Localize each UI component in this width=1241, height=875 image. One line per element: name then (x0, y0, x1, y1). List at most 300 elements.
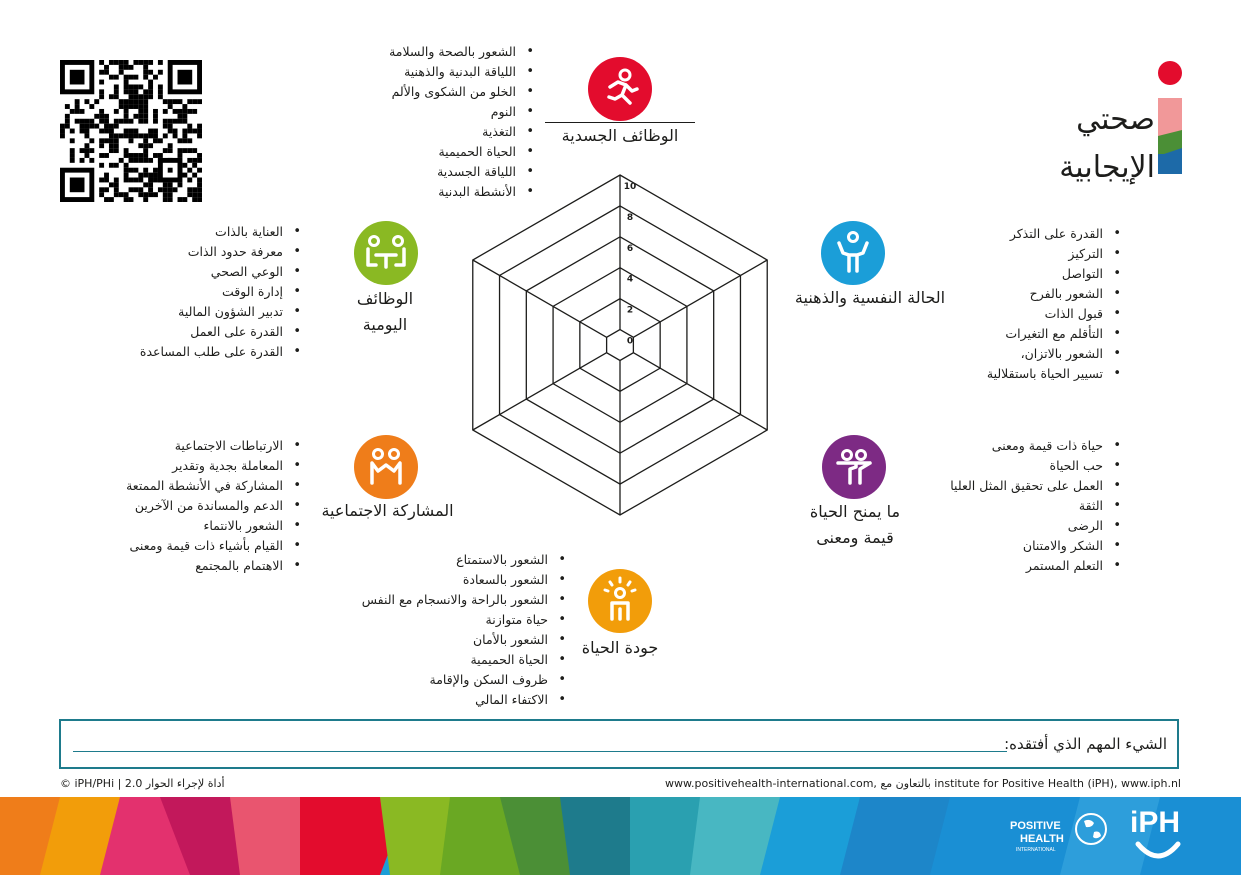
bodily-item: • الأنشطة البدنية (389, 182, 534, 202)
qr-module (104, 70, 109, 75)
qr-module (143, 114, 148, 119)
bodily-item: • الشعور بالصحة والسلامة (389, 42, 534, 62)
qr-module (187, 99, 192, 104)
social-item: • القيام بأشياء ذات قيمة ومعنى (126, 536, 301, 556)
qr-module (182, 173, 187, 178)
qr-module (138, 114, 143, 119)
qr-module (163, 99, 168, 104)
qr-module (187, 124, 192, 129)
qr-module (124, 163, 129, 168)
qr-module (133, 187, 138, 192)
qr-module (158, 153, 163, 158)
qr-module (129, 129, 134, 134)
people-connected-icon (354, 435, 418, 499)
qr-module (114, 187, 119, 192)
spider-axis (473, 260, 607, 337)
qr-module (114, 119, 119, 124)
qr-module (89, 138, 94, 143)
qr-module (143, 133, 148, 138)
qr-module (99, 114, 104, 119)
meaningfulness-label (790, 499, 920, 551)
qr-module (168, 187, 173, 192)
qr-module (168, 192, 173, 197)
qr-module (129, 138, 134, 143)
qr-code (60, 60, 202, 202)
qr-module (124, 197, 129, 202)
meaning-item: • الثقة (950, 496, 1121, 516)
qr-module (129, 65, 134, 70)
qr-module (119, 133, 124, 138)
qr-module (168, 197, 173, 202)
qr-module (129, 168, 134, 173)
qr-module (99, 119, 104, 124)
mental-item: • قبول الذات (987, 304, 1121, 324)
qr-module (70, 129, 75, 134)
qr-module (178, 153, 183, 158)
qr-module (187, 178, 192, 183)
qr-module (163, 187, 168, 192)
qr-module (143, 104, 148, 109)
qr-module (143, 70, 148, 75)
social-item: • المشاركة في الأنشطة الممتعة (126, 476, 301, 496)
qr-module (178, 148, 183, 153)
qr-module (94, 99, 99, 104)
qr-module (70, 178, 85, 193)
qr-module (182, 114, 187, 119)
mental-item: • التركيز (987, 244, 1121, 264)
daily-item: • القدرة على العمل (140, 322, 301, 342)
qr-module (163, 182, 168, 187)
qr-module (129, 75, 134, 80)
qr-module (124, 148, 129, 153)
qr-module (133, 153, 138, 158)
qr-module (168, 119, 173, 124)
qr-module (129, 197, 134, 202)
qr-module (138, 192, 143, 197)
qr-module (119, 99, 124, 104)
qr-module (124, 178, 129, 183)
qr-module (197, 133, 202, 138)
qr-module (143, 168, 148, 173)
qr-module (197, 153, 202, 158)
qr-module (99, 138, 104, 143)
qr-module (158, 60, 163, 65)
social-participation-icon-circle (354, 435, 418, 499)
qr-module (143, 173, 148, 178)
qr-module (84, 129, 89, 134)
radiant-person-icon (588, 569, 652, 633)
qr-module (104, 119, 109, 124)
qr-module (104, 138, 109, 143)
qr-module (173, 187, 178, 192)
qr-module (114, 84, 119, 89)
qr-module (124, 119, 129, 124)
qr-module (84, 143, 89, 148)
footer-copyright: © iPH/PHi | أداة لإجراء الحوار 2.0 (60, 777, 225, 790)
qr-module (148, 84, 153, 89)
qr-module (163, 119, 168, 124)
meaning-item: • الشكر والامتنان (950, 536, 1121, 556)
qr-module (99, 178, 104, 183)
qr-module (143, 192, 148, 197)
quality-item: • الشعور بالاستمتاع (362, 550, 566, 570)
qr-module (192, 148, 197, 153)
bodily-item: • الخلو من الشكوى والألم (389, 82, 534, 102)
spider-tick-label: 8 (626, 212, 634, 223)
qr-module (99, 163, 104, 168)
qr-module (138, 158, 143, 163)
qr-module (138, 109, 143, 114)
qr-module (138, 143, 143, 148)
qr-module (89, 119, 94, 124)
qr-module (124, 114, 129, 119)
qr-module (143, 148, 148, 153)
qr-module (119, 119, 124, 124)
meaningfulness-label-line1: ما يمنح الحياة (809, 502, 901, 521)
qr-module (163, 133, 168, 138)
qr-module (119, 192, 124, 197)
social-item: • المعاملة بجدية وتقدير (126, 456, 301, 476)
spider-axis (473, 353, 607, 430)
qr-module (104, 187, 109, 192)
qr-module (148, 143, 153, 148)
quality-item: • الشعور بالسعادة (362, 570, 566, 590)
qr-module (168, 104, 173, 109)
qr-module (109, 138, 114, 143)
qr-module (138, 153, 143, 158)
qr-module (178, 119, 183, 124)
qr-module (129, 187, 134, 192)
qr-module (153, 138, 158, 143)
qr-module (182, 104, 187, 109)
qr-module (143, 143, 148, 148)
mental-item: • القدرة على التذكر (987, 224, 1121, 244)
qr-module (148, 182, 153, 187)
qr-module (153, 192, 158, 197)
qr-module (124, 80, 129, 85)
quality-of-life-list (362, 550, 566, 710)
daily-functioning-list (140, 222, 301, 362)
qr-module (138, 84, 143, 89)
qr-module (99, 70, 104, 75)
qr-module (104, 153, 109, 158)
meaningfulness-icon-circle (822, 435, 886, 499)
qr-module (143, 119, 148, 124)
qr-module (163, 109, 168, 114)
qr-module (133, 84, 138, 89)
quality-of-life-icon-circle (588, 569, 652, 633)
spider-axis (633, 260, 767, 337)
qr-module (99, 109, 104, 114)
qr-module (178, 70, 193, 85)
qr-module (129, 133, 134, 138)
qr-module (89, 104, 94, 109)
qr-module (60, 129, 65, 134)
qr-module (192, 187, 197, 192)
qr-module (124, 84, 129, 89)
qr-module (153, 109, 158, 114)
qr-module (178, 182, 183, 187)
qr-module (192, 109, 197, 114)
quality-item: • الشعور بالأمان (362, 630, 566, 650)
qr-module (114, 124, 119, 129)
qr-module (182, 133, 187, 138)
qr-module (70, 148, 75, 153)
qr-module (109, 143, 114, 148)
qr-module (124, 153, 129, 158)
qr-module (124, 99, 129, 104)
qr-module (114, 163, 119, 168)
quality-item: • الحياة الحميمية (362, 650, 566, 670)
qr-module (143, 75, 148, 80)
qr-module (133, 129, 138, 134)
qr-module (114, 178, 119, 183)
footer-credits: www.positivehealth-international.com, بالتعاون مع institute for Positive Health (iPH), www.iph.nl (665, 777, 1181, 790)
qr-module (133, 89, 138, 94)
qr-module (148, 94, 153, 99)
qr-module (129, 89, 134, 94)
qr-module (158, 89, 163, 94)
qr-module (153, 153, 158, 158)
person-arms-up-icon (821, 221, 885, 285)
social-item: • الارتباطات الاجتماعية (126, 436, 301, 456)
qr-module (124, 75, 129, 80)
qr-module (114, 89, 119, 94)
qr-module (124, 133, 129, 138)
qr-module (104, 173, 109, 178)
qr-module (104, 197, 109, 202)
qr-module (114, 182, 119, 187)
qr-module (89, 148, 94, 153)
qr-module (153, 133, 158, 138)
brand-title-line1: صحتي (1076, 102, 1155, 137)
qr-module (182, 148, 187, 153)
qr-module (114, 94, 119, 99)
qr-module (133, 178, 138, 183)
qr-module (148, 158, 153, 163)
qr-module (133, 168, 138, 173)
missing-important-box (59, 719, 1179, 769)
qr-module (148, 60, 153, 65)
daily-functioning-label-line1: الوظائف (356, 289, 414, 308)
qr-module (80, 158, 85, 163)
qr-module (119, 158, 124, 163)
spider-tick-label: 4 (626, 274, 634, 285)
qr-module (70, 109, 75, 114)
qr-module (109, 60, 114, 65)
qr-module (60, 133, 65, 138)
qr-module (182, 119, 187, 124)
qr-module (192, 158, 197, 163)
quality-item: • الاكتفاء المالي (362, 690, 566, 710)
mental-item: • الشعور بالاتزان، (987, 344, 1121, 364)
qr-module (197, 129, 202, 134)
qr-module (70, 138, 75, 143)
daily-item: • العناية بالذات (140, 222, 301, 242)
qr-module (129, 158, 134, 163)
qr-module (80, 129, 85, 134)
spider-tick-label: 10 (623, 182, 637, 192)
qr-module (138, 104, 143, 109)
qr-module (129, 94, 134, 99)
qr-module (143, 65, 148, 70)
qr-module (99, 129, 104, 134)
globe-icon (1074, 812, 1108, 846)
bodily-item: • النوم (389, 102, 534, 122)
qr-module (143, 158, 148, 163)
qr-module (168, 129, 173, 134)
qr-module (75, 109, 80, 114)
qr-module (99, 89, 104, 94)
qr-module (163, 197, 168, 202)
qr-module (187, 192, 192, 197)
qr-module (197, 168, 202, 173)
qr-module (109, 148, 114, 153)
qr-module (84, 119, 89, 124)
qr-module (109, 75, 114, 80)
qr-module (197, 124, 202, 129)
qr-module (124, 104, 129, 109)
qr-module (129, 84, 134, 89)
qr-module (197, 182, 202, 187)
qr-module (99, 192, 104, 197)
qr-module (163, 124, 168, 129)
qr-module (114, 109, 119, 114)
phi-logo (1010, 808, 1110, 866)
qr-module (168, 148, 173, 153)
qr-module (143, 182, 148, 187)
qr-module (153, 129, 158, 134)
qr-module (75, 104, 80, 109)
running-person-icon (588, 57, 652, 121)
qr-module (114, 133, 119, 138)
social-item: • الشعور بالانتماء (126, 516, 301, 536)
qr-module (133, 75, 138, 80)
qr-module (133, 99, 138, 104)
spider-tick-label: 2 (626, 305, 634, 316)
qr-module (148, 192, 153, 197)
quality-item: • حياة متوازنة (362, 610, 566, 630)
qr-module (70, 158, 75, 163)
qr-module (158, 70, 163, 75)
qr-module (104, 65, 109, 70)
qr-module (104, 178, 109, 183)
qr-module (70, 153, 75, 158)
qr-module (148, 70, 153, 75)
spider-tick-label: 6 (626, 243, 634, 254)
qr-module (75, 119, 80, 124)
qr-module (133, 133, 138, 138)
qr-module (158, 187, 163, 192)
qr-module (129, 99, 134, 104)
qr-module (114, 143, 119, 148)
qr-module (187, 187, 192, 192)
meaningfulness-label-line2: قيمة ومعنى (816, 528, 894, 547)
qr-module (109, 163, 114, 168)
phi-logo-line2: HEALTH (1020, 833, 1064, 845)
qr-module (182, 109, 187, 114)
qr-module (94, 114, 99, 119)
mental-item: • التواصل (987, 264, 1121, 284)
qr-module (148, 80, 153, 85)
qr-module (143, 99, 148, 104)
qr-module (192, 163, 197, 168)
qr-module (173, 99, 178, 104)
qr-module (138, 119, 143, 124)
qr-module (168, 99, 173, 104)
daily-functioning-label (330, 286, 440, 338)
qr-module (104, 114, 109, 119)
daily-item: • الوعي الصحي (140, 262, 301, 282)
qr-module (119, 70, 124, 75)
qr-module (104, 124, 109, 129)
qr-module (163, 148, 168, 153)
qr-module (173, 133, 178, 138)
qr-module (168, 143, 173, 148)
mental-wellbeing-list (987, 224, 1121, 384)
qr-module (143, 153, 148, 158)
qr-module (129, 104, 134, 109)
qr-module (138, 187, 143, 192)
qr-module (114, 75, 119, 80)
qr-module (114, 148, 119, 153)
mental-wellbeing-label: الحالة النفسية والذهنية (794, 288, 946, 307)
qr-module (148, 133, 153, 138)
brand-title (1059, 96, 1155, 192)
missing-important-write-line[interactable] (73, 751, 1007, 752)
qr-module (187, 138, 192, 143)
qr-module (80, 119, 85, 124)
qr-module (153, 168, 158, 173)
qr-module (143, 109, 148, 114)
qr-module (114, 138, 119, 143)
qr-module (187, 109, 192, 114)
qr-module (109, 197, 114, 202)
daily-item: • معرفة حدود الذات (140, 242, 301, 262)
meaning-item: • الرضى (950, 516, 1121, 536)
qr-module (99, 187, 104, 192)
social-participation-label: المشاركة الاجتماعية (321, 501, 454, 520)
qr-module (153, 173, 158, 178)
spider-axis (633, 353, 767, 430)
qr-module (65, 119, 70, 124)
daily-item: • تدبير الشؤون المالية (140, 302, 301, 322)
qr-module (187, 148, 192, 153)
qr-module (138, 60, 143, 65)
qr-module (119, 60, 124, 65)
qr-module (124, 173, 129, 178)
qr-module (187, 129, 192, 134)
mental-item: • التأقلم مع التغيرات (987, 324, 1121, 344)
qr-module (158, 94, 163, 99)
qr-module (182, 129, 187, 134)
qr-module (153, 119, 158, 124)
qr-module (163, 192, 168, 197)
qr-module (124, 129, 129, 134)
qr-module (192, 192, 197, 197)
qr-module (143, 60, 148, 65)
qr-module (109, 133, 114, 138)
quality-of-life-label: جودة الحياة (581, 638, 659, 657)
qr-module (99, 94, 104, 99)
qr-module (84, 133, 89, 138)
qr-module (173, 129, 178, 134)
qr-module (187, 168, 192, 173)
qr-module (138, 173, 143, 178)
qr-module (124, 60, 129, 65)
iph-logo (1128, 806, 1188, 866)
qr-module (129, 119, 134, 124)
